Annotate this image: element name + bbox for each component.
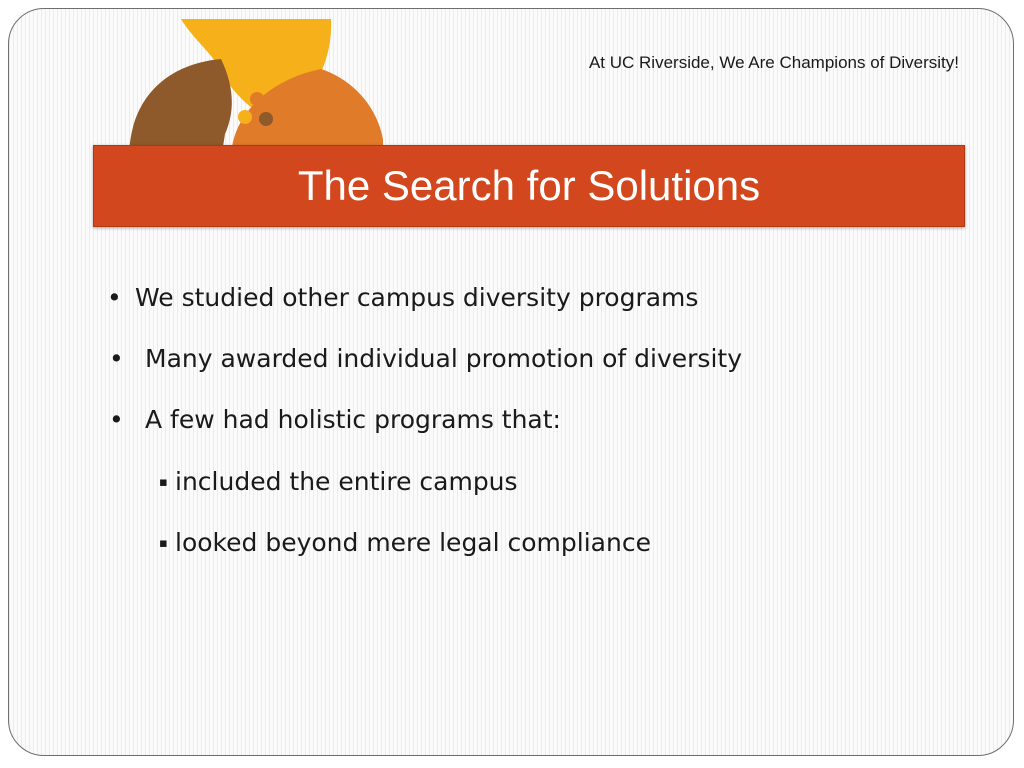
bullet-item xyxy=(109,344,742,373)
bullet-marker: • xyxy=(109,405,124,434)
sub-bullet-item xyxy=(159,528,651,557)
bullet-text: We studied other campus diversity programs xyxy=(135,283,699,312)
slide-tagline: At UC Riverside, We Are Champions of Diversity! xyxy=(588,53,959,72)
sub-bullet-item xyxy=(159,467,518,496)
sub-bullet-text: looked beyond mere legal compliance xyxy=(175,528,651,557)
slide xyxy=(8,8,1014,756)
bullet-text: Many awarded individual promotion of diversity xyxy=(145,344,742,373)
bullet-list xyxy=(9,9,1013,755)
bullet-item xyxy=(107,283,698,312)
sub-bullet-marker: ▪ xyxy=(159,536,168,551)
bullet-item xyxy=(109,405,561,434)
sub-bullet-marker: ▪ xyxy=(159,475,168,490)
bullet-marker: • xyxy=(109,344,124,373)
sub-bullet-text: included the entire campus xyxy=(175,467,518,496)
slide-title: The Search for Solutions xyxy=(297,162,761,209)
bullet-text: A few had holistic programs that: xyxy=(145,405,561,434)
bullet-marker: • xyxy=(107,283,122,312)
